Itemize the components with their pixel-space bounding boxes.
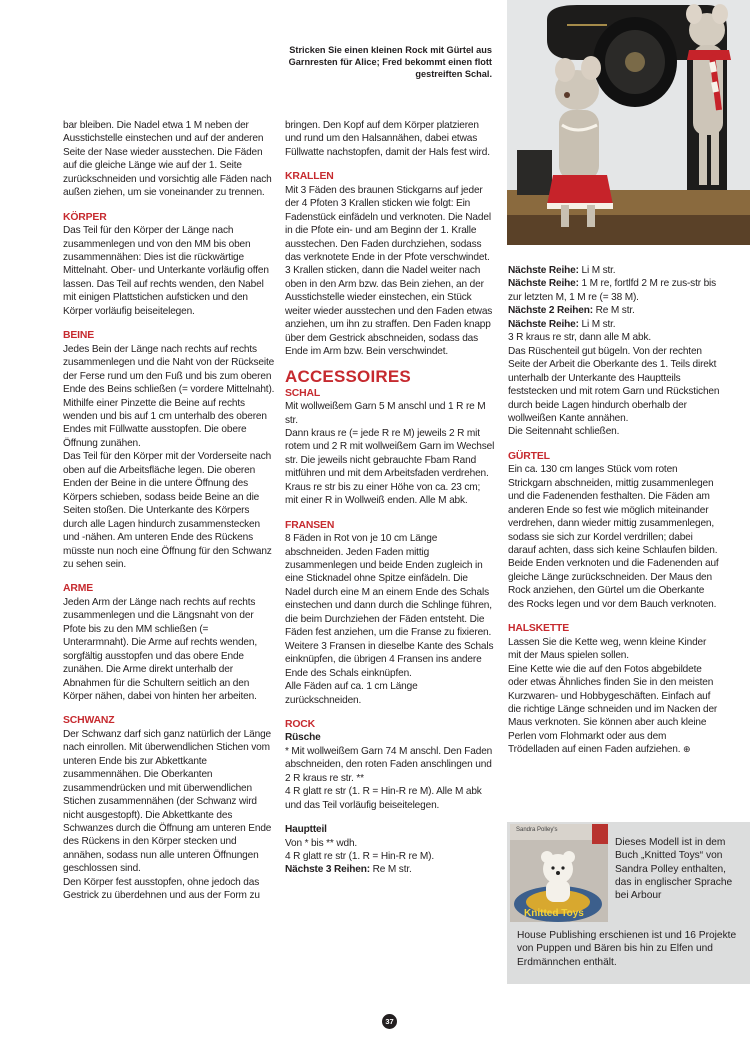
heading-koerper: KÖRPER xyxy=(63,211,107,223)
text-beine-2: Das Teil für den Körper mit der Vorderseite nach oben auf die Arbeitsfläche legen. Die oberen Enden der Beine in die untere Öffnung des Körpers schieben, sodass beide Beine an die Seiten stoßen. Die Unterkante des Körpers durch alle Lagen hindurch zusammenstecken und -nähen. Am unteren Ende des Rückens müsste nun noch eine Öffnung für den Schwanz zu sehen sein. xyxy=(63,451,272,570)
row-5: 3 R kraus re str, dann alle M abk. xyxy=(508,332,652,344)
row-2-label: Nächste Reihe: xyxy=(508,278,579,290)
book-info-box xyxy=(507,822,750,984)
text-fransen-2: Weitere 3 Fransen in dieselbe Kante des Schals einknüpfen, die übrigen 4 Fransen ins andere Ende des Schals einknüpfen. xyxy=(285,640,494,679)
label-hauptteil-3: Nächste 3 Reihen: xyxy=(285,864,370,876)
row-2-text: 1 M re, fortlfd 2 M re zus-str bis zur letzten M, 1 M re (= 38 M). xyxy=(508,278,717,303)
row-3-text: Re M str. xyxy=(592,305,635,317)
text-schal-2: Dann kraus re (= jede R re M) jeweils 2 R mit rotem und 2 R mit wollweißem Garn im Wechsel str. Die jeweils nicht gebrauchte Fbam Rand mitführen und mit dem Arbeitsfaden verdrehen. Kraus re str bis zu einer Höhe von ca. 23 cm; mit einer R in Wollweiß enden. Alle M abk. xyxy=(285,427,495,507)
text-schal-1: Mit wollweißem Garn 5 M anschl und 1 R re M str. xyxy=(285,401,486,426)
heading-fransen: FRANSEN xyxy=(285,519,335,531)
column-left xyxy=(63,119,275,903)
col2-intro: bringen. Den Kopf auf dem Körper platzieren und rund um den Halsannähen, dabei etwas Füllwatte nachstopfen, damit der Hals fest wird. xyxy=(285,120,490,158)
text-fransen-3: Alle Fäden auf ca. 1 cm Länge zurückschneiden. xyxy=(285,681,418,706)
heading-schwanz: SCHWANZ xyxy=(63,715,115,727)
row-1 xyxy=(508,264,720,277)
row-3 xyxy=(508,304,720,317)
column-right xyxy=(508,264,720,757)
subheading-hauptteil: Hauptteil xyxy=(285,824,327,836)
text-seitennaht: Die Seitennaht schließen. xyxy=(508,426,620,438)
column-middle xyxy=(285,119,495,877)
book-cover xyxy=(510,824,608,922)
end-mark-icon: ⊕ xyxy=(683,744,691,755)
text-hauptteil-3 xyxy=(285,863,495,876)
row-4-text: Li M str. xyxy=(578,318,616,330)
text-schwanz-1: Der Schwanz darf sich ganz natürlich der Länge nach einrollen. Mit überwendlichen Stichen vom unteren Ende bis zur Abkettkante zusammennähen. Die Oberkanten zusammendrücken und mit überwendlichen Stichen zusammennähen (der Schwanz wird nicht ausgestopft). Die Abkettkante des Schwanzes durch die Öffnung am unteren Ende des Rückens in den Körper stecken und annähen, sodass nun alle unteren Öffnungen geschlossen sind. xyxy=(63,728,272,875)
book-author: Sandra Polley's xyxy=(516,827,558,833)
text-schwanz-2: Den Körper fest ausstopfen, ohne jedoch das Gestrick zu überdehnen und aus der Form zu xyxy=(63,876,260,902)
book-info-text-1: Dieses Modell ist in dem Buch „Knitted Toys“ von Sandra Polley enthalten, das in englischer Sprache bei Arbour xyxy=(615,837,733,902)
row-4-label: Nächste Reihe: xyxy=(508,318,579,330)
row-1-text: Li M str. xyxy=(578,265,616,276)
heading-accessoires: ACCESSOIRES xyxy=(285,366,411,386)
text-halskette-2 xyxy=(508,663,720,757)
text-rock-1: * Mit wollweißem Garn 74 M anschl. Den Faden abschneiden, den roten Faden anschlingen und 2 R kraus re str. ** xyxy=(285,745,493,784)
value-hauptteil-3: Re M str. xyxy=(369,864,412,876)
book-info-text-2: House Publishing erschienen ist und 16 Projekte von Puppen und Bären bis hin zu Elfen und Erdmännchen enthält. xyxy=(517,930,737,968)
text-hauptteil-2: 4 R glatt re str (1. R = Hin-R re M). xyxy=(285,851,434,863)
text-ruesche: Das Rüschenteil gut bügeln. Von der rechten Seite der Arbeit die Oberkante des 1. Teils direkt unterhalb der Unterkante des Hauptteils feststecken und mit rotem Garn und Rückstichen durch beide Lagen hindurch oberhalb der wollweißen Kante annähen. xyxy=(508,345,720,424)
heading-krallen: KRALLEN xyxy=(285,171,334,183)
text-beine-1: Jedes Bein der Länge nach rechts auf rechts zusammenlegen und die Naht von der Rückseite der Ferse rund um den Fuß und bis zum oberen Ende des Beins schließen (= vordere Mittelnaht). Mithilfe einer Pinzette die Beine auf rechts wenden und bis auf 1 cm unterhalb des oberen Endes mit Füllwatte ausstopfen. Die obere Öffnung zunähen. xyxy=(63,343,275,449)
heading-guertel: GÜRTEL xyxy=(508,450,550,462)
text-arme: Jeden Arm der Länge nach rechts auf rechts zusammenlegen und die Längsnaht von der Pfote bis zu den MM schließen (= Unterarmnaht). Die Arme auf rechts wenden, sorgfältig ausstopfen und das obere Ende zunähen. Die Arme direkt unterhalb der Abnahmen für die Schultern seitlich an den Körper nähen, dabei von hinten her arbeiten. xyxy=(63,596,257,702)
page-number: 37 xyxy=(382,1014,397,1029)
subheading-ruesche: Rüsche xyxy=(285,732,321,744)
photo-illustration xyxy=(507,0,750,245)
heading-halskette: HALSKETTE xyxy=(508,623,569,635)
text-fransen-1: 8 Fäden in Rot von je 10 cm Länge abschneiden. Jeden Faden mittig zusammenlegen und beide Enden zugleich in eine Sticknadel ohne Spitze einfädeln. Die Nadel durch eine M an einem Ende des Schals einstechen und dann durch die Schlinge führen, die beim Durchziehen der Fäden entsteht. Die Fäden fest anziehen, um die Franse zu fixieren. xyxy=(285,533,492,639)
text-guertel: Ein ca. 130 cm langes Stück vom roten Strickgarn abschneiden, mittig zusammenlegen und die Fadenenden festhalten. Die Fäden am anderen Ende so fest wie möglich miteinander verdrehen, dann wieder mittig zusammenlegen, sodass sie sich zur Kordel verdrillen; dabei darauf achten, dass sich keine Schlaufen bilden. Beide Enden verknoten und die Fadenenden auf gleiche Länge zurückschneiden. Der Maus den Rock anziehen, den Gürtel um die Oberkante des Rocks legen und vor dem Bauch verknoten. xyxy=(508,464,719,610)
row-1-label: Nächste Reihe: xyxy=(508,265,579,276)
heading-schal: SCHAL xyxy=(285,387,321,399)
row-4 xyxy=(508,318,720,331)
text-koerper: Das Teil für den Körper der Länge nach zusammenlegen und von den MM bis oben zusammennähen: Dies ist die rückwärtige Mittelnaht. Ober- und Unterkante vorläufig offen lassen. Das Teil auf rechts wenden, den Nabel mit einigen Plattstichen aufsticken und den Körper vorläufig beiseitelegen. xyxy=(63,225,269,317)
heading-rock: ROCK xyxy=(285,718,315,730)
photo-knitted-mice xyxy=(507,0,750,245)
col1-intro: bar bleiben. Die Nadel etwa 1 M neben der Ausstichstelle einstechen und auf der anderen Seite der Nase wieder ausstechen. Die Fäden auf die gleiche Länge wie auf der 1. Seite zurückschneiden und vorsichtig alle Fäden nach außen ziehen, um sie voneinander zu trennen. xyxy=(63,120,272,199)
row-3-label: Nächste 2 Reihen: xyxy=(508,305,593,317)
heading-arme: ARME xyxy=(63,583,93,595)
book-title: Knitted Toys xyxy=(524,908,584,919)
text-halskette-1: Lassen Sie die Kette weg, wenn kleine Kinder mit der Maus spielen sollen. xyxy=(508,636,707,662)
text-krallen: Mit 3 Fäden des braunen Stickgarns auf jeder der 4 Pfoten 3 Krallen sticken wie folgt: Ein Fadenstück einfädeln und verknoten. Die Nadel in die Pfote ein- und am Beginn der 1. Kralle ausstechen. Den Faden durchziehen, sodass das verknotete Ende in der Pfote verschwindet. 3 Krallen sticken, dann die Nadel weiter nach oben in den Arm bzw. das Bein ziehen, an der Ausstichstelle wieder einstechen, ein Stück weiter wieder ausstechen und den Faden etwas anziehen, um ihn zu straffen. Den Faden knapp über dem Gestrick abschneiden, sodass das Ende im Arm bzw. Bein verschwindet. xyxy=(285,184,493,358)
row-2 xyxy=(508,277,720,304)
photo-caption: Stricken Sie einen kleinen Rock mit Gürtel aus Garnresten für Alice; Fred bekommt einen flott gestreiften Schal. xyxy=(288,45,492,80)
text-hauptteil-1: Von * bis ** wdh. xyxy=(285,837,358,849)
text-halskette-2-body: Eine Kette wie die auf den Fotos abgebildete oder etwas Ähnliches finden Sie in den meisten Kurzwaren- und Hobbygeschäften. Einfach auf die richtige Länge schneiden und im Nacken der Maus verknoten. Sie können aber auch kleine Perlen vom Flohmarkt oder aus dem Trödelladen auf einen Faden aufziehen. xyxy=(508,663,718,756)
text-rock-2: 4 R glatt re str (1. R = Hin-R re M). Alle M abk und das Teil vorläufig beiseitelegen. xyxy=(285,786,482,811)
heading-beine: BEINE xyxy=(63,330,95,342)
